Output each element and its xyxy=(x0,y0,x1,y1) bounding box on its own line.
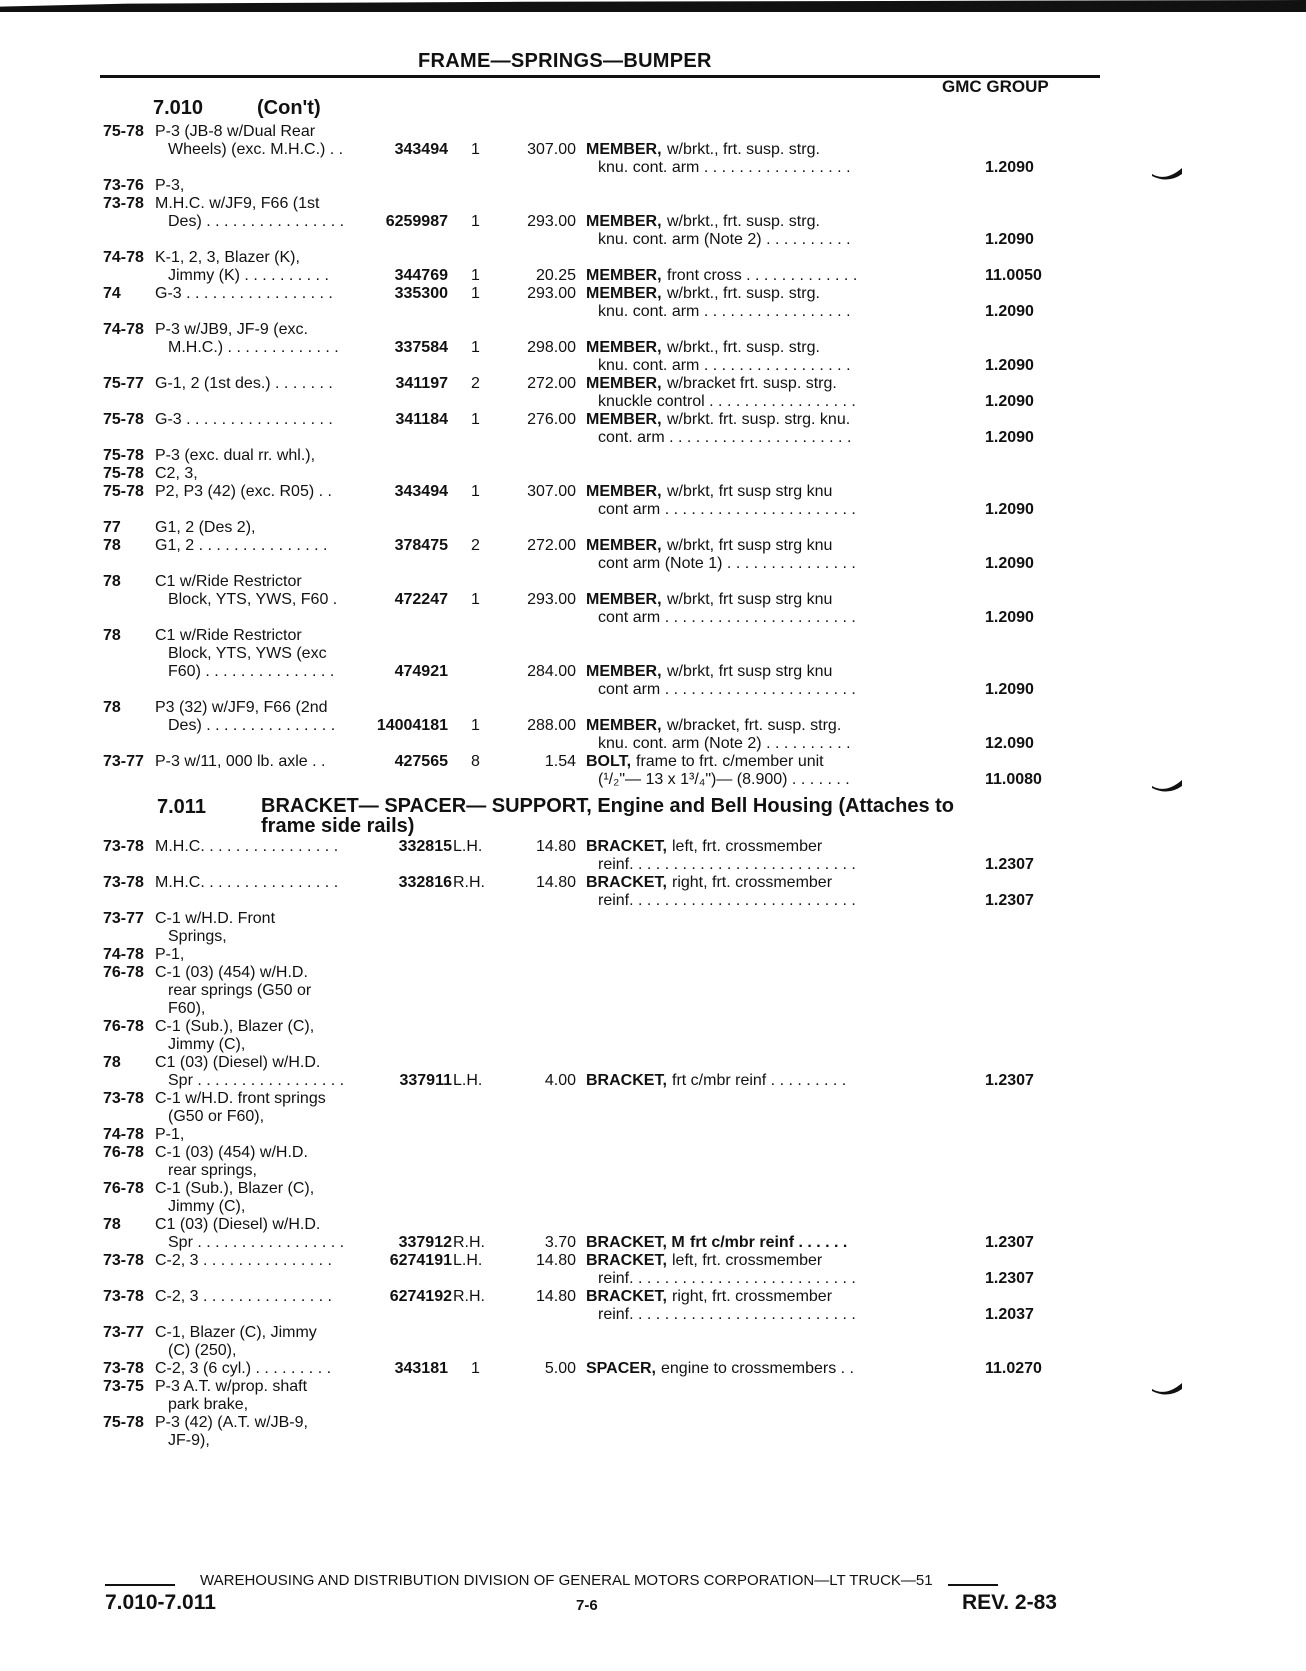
application-text: P-1, xyxy=(155,946,185,963)
group-number: 1.2307 xyxy=(985,1234,1034,1251)
application-text: Wheels) (exc. M.H.C.) . . xyxy=(168,141,344,158)
application-text: P-3 w/11, 000 lb. axle . . xyxy=(155,753,326,770)
part-number: 343181 xyxy=(394,1360,448,1377)
quantity: 1 xyxy=(471,285,480,302)
model-year: 73-78 xyxy=(103,1360,144,1377)
quantity: 1 xyxy=(471,717,480,734)
description-continuation: knu. cont. arm (Note 2) . . . . . . . . . . xyxy=(598,231,851,248)
description-keyword: SPACER, xyxy=(586,1360,656,1377)
model-year: 78 xyxy=(103,537,121,554)
description-text: frt c/mbr reinf . . . . . . . . . xyxy=(672,1072,847,1089)
group-number: 1.2090 xyxy=(985,393,1034,410)
binder-mark-icon xyxy=(1150,778,1184,794)
application-text: Des) . . . . . . . . . . . . . . . . xyxy=(168,213,345,230)
description-continuation: reinf. . . . . . . . . . . . . . . . . . . . . . . . . . xyxy=(598,856,856,873)
side-designation: L.H. xyxy=(453,1072,483,1089)
model-year: 74 xyxy=(103,285,121,302)
application-text: Jimmy (C), xyxy=(168,1198,246,1215)
model-year: 73-75 xyxy=(103,1378,144,1395)
binder-mark-icon xyxy=(1150,166,1184,182)
footer-section-range: 7.010-7.011 xyxy=(105,1591,216,1614)
description-text: w/bracket frt. susp. strg. xyxy=(667,375,837,392)
description-keyword: MEMBER, xyxy=(586,717,662,734)
application-text: rear springs (G50 or xyxy=(168,982,312,999)
part-number: 378475 xyxy=(394,537,448,554)
application-text: Jimmy (C), xyxy=(168,1036,246,1053)
page-number: 7-6 xyxy=(576,1597,598,1614)
quantity: 1 xyxy=(471,411,480,428)
description-keyword: MEMBER, xyxy=(586,339,662,356)
application-text: C1 w/Ride Restrictor xyxy=(155,627,302,644)
part-number: 332816 xyxy=(398,874,452,891)
group-number: 11.0050 xyxy=(985,267,1042,284)
description-continuation: reinf. . . . . . . . . . . . . . . . . . . . . . . . . . xyxy=(598,1306,856,1323)
list-price: 20.25 xyxy=(535,267,576,284)
model-year: 78 xyxy=(103,573,121,590)
application-text: P2, P3 (42) (exc. R05) . . xyxy=(155,483,332,500)
description-keyword: BRACKET, M xyxy=(586,1234,685,1251)
description-keyword: MEMBER, xyxy=(586,213,662,230)
description-text: w/brkt., frt. susp. strg. xyxy=(667,141,820,158)
quantity: 2 xyxy=(471,537,480,554)
model-year: 78 xyxy=(103,627,121,644)
group-number: 1.2090 xyxy=(985,159,1034,176)
application-text: C1 w/Ride Restrictor xyxy=(155,573,302,590)
side-designation: L.H. xyxy=(453,838,483,855)
list-price: 307.00 xyxy=(527,483,576,500)
model-year: 76-78 xyxy=(103,964,144,981)
quantity: 1 xyxy=(471,141,480,158)
application-text: C2, 3, xyxy=(155,465,198,482)
model-year: 75-78 xyxy=(103,1414,144,1431)
section-number: 7.011 xyxy=(157,796,206,818)
model-year: 73-78 xyxy=(103,195,144,212)
description-continuation: reinf. . . . . . . . . . . . . . . . . . . . . . . . . . xyxy=(598,1270,856,1287)
description-keyword: MEMBER, xyxy=(586,591,662,608)
model-year: 74-78 xyxy=(103,1126,144,1143)
side-designation: R.H. xyxy=(453,1288,485,1305)
model-year: 76-78 xyxy=(103,1018,144,1035)
description-text: left, frt. crossmember xyxy=(672,1252,823,1269)
description-text: w/brkt., frt. susp. strg. xyxy=(667,213,820,230)
application-text: C1 (03) (Diesel) w/H.D. xyxy=(155,1216,321,1233)
description-text: w/brkt., frt. susp. strg. xyxy=(667,339,820,356)
description-continuation: cont arm . . . . . . . . . . . . . . . . . . . . . . xyxy=(598,609,856,626)
model-year: 75-77 xyxy=(103,375,144,392)
description-continuation: cont arm (Note 1) . . . . . . . . . . . . . . . xyxy=(598,555,856,572)
application-text: P-3 (JB-8 w/Dual Rear xyxy=(155,123,316,140)
model-year: 73-77 xyxy=(103,910,144,927)
list-price: 14.80 xyxy=(535,1288,576,1305)
list-price: 1.54 xyxy=(544,753,576,770)
application-text: P-3, xyxy=(155,177,185,194)
application-text: Jimmy (K) . . . . . . . . . . xyxy=(168,267,329,284)
model-year: 74-78 xyxy=(103,249,144,266)
section-number: 7.010 xyxy=(153,97,204,119)
description-keyword: MEMBER, xyxy=(586,141,662,158)
part-number: 337911 xyxy=(399,1072,452,1089)
side-designation: R.H. xyxy=(453,1234,485,1251)
side-designation: R.H. xyxy=(453,874,485,891)
part-number: 343494 xyxy=(394,483,448,500)
model-year: 73-78 xyxy=(103,838,144,855)
model-year: 73-77 xyxy=(103,753,144,770)
list-price: 293.00 xyxy=(527,591,576,608)
description-keyword: MEMBER, xyxy=(586,375,662,392)
list-price: 14.80 xyxy=(535,838,576,855)
group-number: 1.2090 xyxy=(985,555,1034,572)
application-text: G1, 2 (Des 2), xyxy=(155,519,256,536)
description-keyword: MEMBER, xyxy=(586,663,662,680)
description-keyword: MEMBER, xyxy=(586,285,662,302)
group-number: 11.0270 xyxy=(985,1360,1042,1377)
model-year: 76-78 xyxy=(103,1144,144,1161)
application-text: K-1, 2, 3, Blazer (K), xyxy=(155,249,300,266)
section-title: (Con't) xyxy=(257,97,321,119)
quantity: 1 xyxy=(471,591,480,608)
part-number: 341184 xyxy=(395,411,448,428)
section-heading xyxy=(157,795,955,837)
part-number: 14004181 xyxy=(376,717,448,734)
application-text: park brake, xyxy=(168,1396,249,1413)
description-text: w/brkt, frt susp strg knu xyxy=(667,591,833,608)
group-number: 1.2090 xyxy=(985,429,1034,446)
application-text: Block, YTS, YWS (exc xyxy=(168,645,327,662)
application-text: C1 (03) (Diesel) w/H.D. xyxy=(155,1054,321,1071)
description-keyword: BRACKET, xyxy=(586,1072,667,1089)
application-text: C-1 w/H.D. front springs xyxy=(155,1090,326,1107)
application-text: G1, 2 . . . . . . . . . . . . . . . xyxy=(155,537,328,554)
application-text: G-1, 2 (1st des.) . . . . . . . xyxy=(155,375,333,392)
description-continuation: reinf. . . . . . . . . . . . . . . . . . . . . . . . . . xyxy=(598,892,856,909)
model-year: 75-78 xyxy=(103,483,144,500)
description-text: right, frt. crossmember xyxy=(672,874,833,891)
list-price: 272.00 xyxy=(527,537,576,554)
description-keyword: MEMBER, xyxy=(586,267,662,284)
group-number: 1.2307 xyxy=(985,856,1034,873)
application-text: P-3 w/JB9, JF-9 (exc. xyxy=(155,321,308,338)
part-number: 472247 xyxy=(394,591,448,608)
list-price: 276.00 xyxy=(527,411,576,428)
description-keyword: MEMBER, xyxy=(586,411,662,428)
description-text: w/brkt, frt susp strg knu xyxy=(667,537,833,554)
group-number: 12.090 xyxy=(985,735,1034,752)
quantity: 1 xyxy=(471,339,480,356)
description-text: w/brkt., frt. susp. strg. xyxy=(667,285,820,302)
group-number: 1.2307 xyxy=(985,892,1034,909)
list-price: 293.00 xyxy=(527,213,576,230)
application-text: C-1, Blazer (C), Jimmy xyxy=(155,1324,317,1341)
application-text: F60), xyxy=(168,1000,206,1017)
group-number: 1.2037 xyxy=(985,1306,1034,1323)
part-number: 427565 xyxy=(394,753,448,770)
model-year: 77 xyxy=(103,519,121,536)
footer-text: WAREHOUSING AND DISTRIBUTION DIVISION OF GENERAL MOTORS CORPORATION—LT TRUCK—51 xyxy=(200,1572,933,1589)
group-number: 1.2090 xyxy=(985,501,1034,518)
application-text: Spr . . . . . . . . . . . . . . . . . xyxy=(168,1072,345,1089)
model-year: 74-78 xyxy=(103,946,144,963)
application-text: C-2, 3 . . . . . . . . . . . . . . . xyxy=(155,1288,332,1305)
part-number: 343494 xyxy=(394,141,448,158)
application-text: M.H.C. . . . . . . . . . . . . . . . xyxy=(155,838,339,855)
application-text: C-1 (03) (454) w/H.D. xyxy=(155,1144,308,1161)
list-price: 4.00 xyxy=(544,1072,576,1089)
footer-rule xyxy=(105,1584,175,1586)
part-number: 332815 xyxy=(398,838,452,855)
description-text: front cross . . . . . . . . . . . . . xyxy=(667,267,858,284)
list-price: 14.80 xyxy=(535,874,576,891)
binder-mark-icon xyxy=(1150,1381,1184,1397)
group-number: 1.2090 xyxy=(985,303,1034,320)
description-keyword: MEMBER, xyxy=(586,483,662,500)
side-designation: L.H. xyxy=(453,1252,483,1269)
application-text: P-3 (42) (A.T. w/JB-9, xyxy=(155,1414,308,1431)
application-text: M.H.C. . . . . . . . . . . . . . . . xyxy=(155,874,339,891)
part-number: 337584 xyxy=(394,339,448,356)
application-text: C-1 (Sub.), Blazer (C), xyxy=(155,1180,315,1197)
description-text: frt c/mbr reinf . . . . . . xyxy=(690,1234,848,1251)
group-number: 1.2090 xyxy=(985,681,1034,698)
application-text: (C) (250), xyxy=(168,1342,237,1359)
description-continuation: cont arm . . . . . . . . . . . . . . . . . . . . . . xyxy=(598,501,856,518)
part-number: 337912 xyxy=(398,1234,452,1251)
model-year: 73-78 xyxy=(103,1090,144,1107)
model-year: 78 xyxy=(103,1054,121,1071)
model-year: 73-76 xyxy=(103,177,144,194)
application-text: P3 (32) w/JF9, F66 (2nd xyxy=(155,699,328,716)
model-year: 75-78 xyxy=(103,465,144,482)
description-keyword: BRACKET, xyxy=(586,1288,667,1305)
application-text: Springs, xyxy=(168,928,227,945)
group-number: 1.2307 xyxy=(985,1270,1034,1287)
description-continuation: knu. cont. arm . . . . . . . . . . . . . . . . . xyxy=(598,303,851,320)
model-year: 75-78 xyxy=(103,447,144,464)
group-number: 1.2090 xyxy=(985,231,1034,248)
application-text: C-2, 3 . . . . . . . . . . . . . . . xyxy=(155,1252,332,1269)
application-text: rear springs, xyxy=(168,1162,257,1179)
description-keyword: BRACKET, xyxy=(586,838,667,855)
application-text: M.H.C. w/JF9, F66 (1st xyxy=(155,195,320,212)
description-continuation: knu. cont. arm . . . . . . . . . . . . . . . . . xyxy=(598,159,851,176)
quantity: 8 xyxy=(471,753,480,770)
application-text: M.H.C.) . . . . . . . . . . . . . xyxy=(168,339,339,356)
quantity: 2 xyxy=(471,375,480,392)
application-text: F60) . . . . . . . . . . . . . . . xyxy=(168,663,335,680)
revision-label: REV. 2-83 xyxy=(962,1591,1057,1614)
application-text: C-2, 3 (6 cyl.) . . . . . . . . . xyxy=(155,1360,332,1377)
model-year: 75-78 xyxy=(103,123,144,140)
description-keyword: BRACKET, xyxy=(586,874,667,891)
application-text: G-3 . . . . . . . . . . . . . . . . . xyxy=(155,285,333,302)
list-price: 14.80 xyxy=(535,1252,576,1269)
description-keyword: BRACKET, xyxy=(586,1252,667,1269)
quantity: 1 xyxy=(471,483,480,500)
model-year: 73-77 xyxy=(103,1324,144,1341)
section-heading xyxy=(153,97,321,120)
application-text: Block, YTS, YWS, F60 . xyxy=(168,591,338,608)
description-continuation: cont. arm . . . . . . . . . . . . . . . . . . . . . xyxy=(598,429,852,446)
list-price: 5.00 xyxy=(544,1360,576,1377)
application-text: C-1 (03) (454) w/H.D. xyxy=(155,964,308,981)
group-number: 11.0080 xyxy=(985,771,1042,788)
application-text: P-3 A.T. w/prop. shaft xyxy=(155,1378,308,1395)
model-year: 76-78 xyxy=(103,1180,144,1197)
description-continuation: cont arm . . . . . . . . . . . . . . . . . . . . . . xyxy=(598,681,856,698)
part-number: 474921 xyxy=(394,663,448,680)
group-label: GMC GROUP xyxy=(942,77,1049,96)
application-text: (G50 or F60), xyxy=(168,1108,265,1125)
footer-rule xyxy=(948,1584,998,1586)
description-text: engine to crossmembers . . xyxy=(661,1360,854,1377)
application-text: P-1, xyxy=(155,1126,185,1143)
model-year: 78 xyxy=(103,1216,121,1233)
application-text: JF-9), xyxy=(168,1432,210,1449)
part-number: 6274192 xyxy=(389,1288,452,1305)
description-text: right, frt. crossmember xyxy=(672,1288,833,1305)
page-title: FRAME—SPRINGS—BUMPER xyxy=(418,50,712,72)
list-price: 272.00 xyxy=(527,375,576,392)
top-edge-bar xyxy=(0,0,1306,12)
description-keyword: BOLT, xyxy=(586,753,632,770)
description-continuation: (¹/₂"— 13 x 1³/₄")— (8.900) . . . . . . . xyxy=(598,771,850,788)
part-number: 341197 xyxy=(395,375,448,392)
description-text: frame to frt. c/member unit xyxy=(636,753,824,770)
list-price: 284.00 xyxy=(527,663,576,680)
description-text: w/brkt. frt. susp. strg. knu. xyxy=(667,411,851,428)
description-continuation: knuckle control . . . . . . . . . . . . . . . . . xyxy=(598,393,856,410)
description-text: w/bracket, frt. susp. strg. xyxy=(667,717,842,734)
application-text: C-1 w/H.D. Front xyxy=(155,910,276,927)
group-number: 1.2307 xyxy=(985,1072,1034,1089)
list-price: 307.00 xyxy=(527,141,576,158)
application-text: C-1 (Sub.), Blazer (C), xyxy=(155,1018,315,1035)
model-year: 73-78 xyxy=(103,1252,144,1269)
part-number: 344769 xyxy=(394,267,448,284)
quantity: 1 xyxy=(471,1360,480,1377)
part-number: 335300 xyxy=(394,285,448,302)
section-title: BRACKET— SPACER— SUPPORT, Engine and Bell Housing (Attaches to frame side rails) xyxy=(261,795,955,837)
model-year: 78 xyxy=(103,699,121,716)
description-text: left, frt. crossmember xyxy=(672,838,823,855)
application-text: Spr . . . . . . . . . . . . . . . . . xyxy=(168,1234,345,1251)
list-price: 298.00 xyxy=(527,339,576,356)
application-text: P-3 (exc. dual rr. whl.), xyxy=(155,447,316,464)
model-year: 73-78 xyxy=(103,874,144,891)
description-text: w/brkt, frt susp strg knu xyxy=(667,663,833,680)
description-continuation: knu. cont. arm (Note 2) . . . . . . . . . . xyxy=(598,735,851,752)
group-number: 1.2090 xyxy=(985,609,1034,626)
quantity: 1 xyxy=(471,267,480,284)
part-number: 6274191 xyxy=(389,1252,452,1269)
model-year: 74-78 xyxy=(103,321,144,338)
list-price: 293.00 xyxy=(527,285,576,302)
part-number: 6259987 xyxy=(385,213,448,230)
application-text: G-3 . . . . . . . . . . . . . . . . . xyxy=(155,411,333,428)
model-year: 73-78 xyxy=(103,1288,144,1305)
application-text: Des) . . . . . . . . . . . . . . . xyxy=(168,717,336,734)
description-continuation: knu. cont. arm . . . . . . . . . . . . . . . . . xyxy=(598,357,851,374)
description-keyword: MEMBER, xyxy=(586,537,662,554)
group-number: 1.2090 xyxy=(985,357,1034,374)
description-text: w/brkt, frt susp strg knu xyxy=(667,483,833,500)
quantity: 1 xyxy=(471,213,480,230)
list-price: 3.70 xyxy=(544,1234,576,1251)
list-price: 288.00 xyxy=(527,717,576,734)
model-year: 75-78 xyxy=(103,411,144,428)
